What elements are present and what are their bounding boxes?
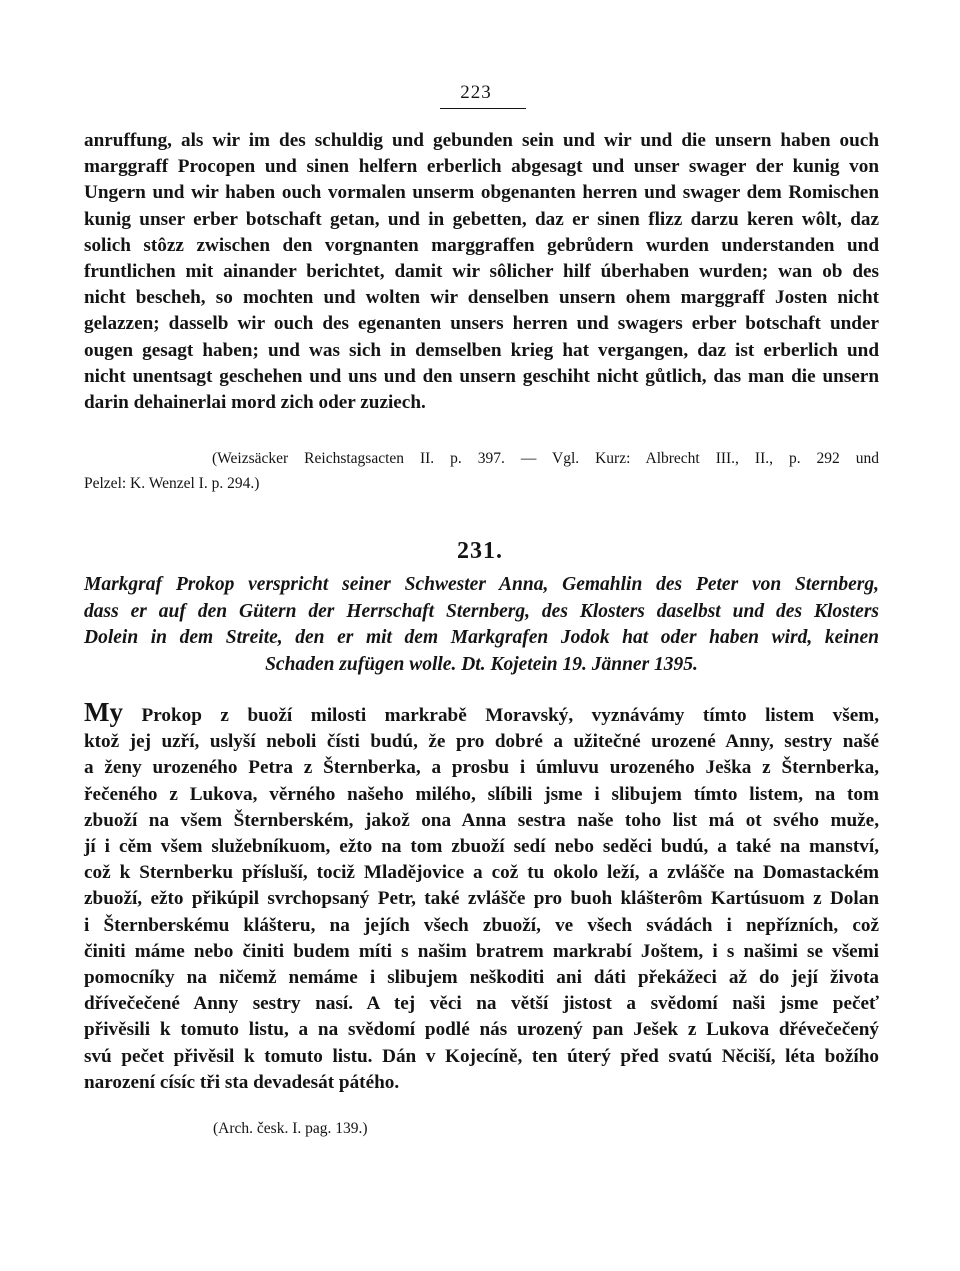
drop-initial: My [84,697,123,727]
intro-line: ougen gesagt haben; und was sich in demselben krieg hat vergangen, daz ist erberlich und [84,339,879,361]
intro-line: gelazzen; dasselb wir ouch des egenanten unsers herren und swagers erber botschaft under [84,313,879,335]
charter-line: zbuoží, ežto přikúpil svrchopsaný Petr, také zvlášče pro buoh klášterôm Kartúsuom z Dolan [84,888,879,910]
intro-line: darin dehainerlai mord zich oder zuziech. [84,392,426,414]
regest-line: dass er auf den Gütern der Herrschaft Sternberg, des Klosters daselbst und des Klosters [84,600,879,622]
charter-line: pomocníky na ničemž nemáme i slibujem neškoditi ani dáti překážeci až do její života [84,967,879,989]
charter-first-line [84,699,879,729]
charter-line: což k Sternberku přísluší, tociž Mladějovice a což tu okolo leží, a zvlášče na Domastackém [84,862,879,884]
charter-first-line-text: Prokop z buoží milosti markrabě Moravský, vyznávámy tímto listem všem, [122,705,879,726]
intro-line: Ungern und wir haben ouch vormalen unserm obgenanten herren und swager dem Romischen [84,182,879,204]
regest-line: Dolein in dem Streite, den er mit dem Markgrafen Jodok hat oder haben wird, keinen [84,627,879,648]
charter-line: jí i cěm všem služebníkuom, ežto na tom zbuoží sedí nebo seděci budú, a také na manství, [84,836,879,858]
intro-line: anruffung, als wir im des schuldig und gebunden sein und wir und die unsern haben ouch [84,130,879,151]
intro-paragraph [84,128,879,416]
regest-summary [84,572,879,678]
page-number: 223 [460,82,492,103]
charter-line: dřívečečené Anny sestry nasí. A tej věci na větší jistost a svědomí naši jsme pečeť [84,993,879,1015]
charter-line: zbuoží na všem Šternberském, jakož ona Anna sestra naše toho list má ot svého muže, [84,809,879,831]
charter-paragraph [84,699,879,1096]
citation-line: (Arch. česk. I. pag. 139.) [213,1120,368,1137]
page-number-rule [440,108,526,109]
charter-line: i Šternberskému klášteru, na jejích všech zbuoží, ve všech svádách i nepřízních, což [84,914,879,936]
intro-line: nicht bescheh, so mochten und wolten wir denselben unsern ohem marggraff Josten nicht [84,287,879,309]
citation-archiv [213,1116,613,1141]
citation-line: Pelzel: K. Wenzel I. p. 294.) [84,475,260,492]
citation-weizsacker [84,446,879,496]
charter-line: ktož jej uzří, uslyší neboli čísti budú, že pro dobré a užitečné urozené Anny, sestry našé [84,731,879,753]
intro-line: solich stôzz zwischen den vorgnanten marggraffen gebrůdern wurden understanden und [84,234,879,256]
intro-line: kunig unser erber botschaft getan, und in gebetten, daz er sinen flizz darzu keren wôlt, daz [84,208,879,230]
charter-line: a ženy urozeného Petra z Šternberka, a prosbu i úmluvu urozeného Ješka z Šternberka, [84,757,879,779]
charter-line: svú pečet přivěsil k tomuto listu. Dán v Kojecíně, ten úterý před svatú Něciší, léta božího [84,1045,879,1067]
charter-line: narození císíc tři sta devadesát pátého. [84,1071,400,1093]
intro-line: marggraff Procopen und sinen helfern erberlich abgesagt und unser swager der kunig von [84,156,879,178]
intro-line: nicht unentsagt geschehen und uns und den unsern geschiht nicht gůtlich, das man die unsern [84,365,879,387]
regest-line: Schaden zufügen wolle. Dt. Kojetein 19. Jänner 1395. [265,653,698,675]
charter-line: činiti máme nebo činiti budem míti s našim bratrem markrabí Joštem, i s našimi se všemi [84,940,879,962]
regest-line: Markgraf Prokop verspricht seiner Schwester Anna, Gemahlin des Peter von Sternberg, [84,574,879,595]
charter-line: řečeného z Lukova, věrného našeho milého, slíbili jsme i slibujem tímto listem, na tom [84,783,879,805]
intro-line: fruntlichen mit ainander berichtet, damit wir sôlicher hilf úberhaben wurden; wan ob des [84,261,879,283]
charter-line: přivěsili k tomuto listu, a na svědomí podlé nás urozený pan Ješek z Lukova dřévečečený [84,1019,879,1041]
document-number: 231. [457,538,503,564]
citation-line: (Weizsäcker Reichstagsacten II. p. 397. — Vgl. Kurz: Albrecht III., II., p. 292 und [212,450,879,467]
